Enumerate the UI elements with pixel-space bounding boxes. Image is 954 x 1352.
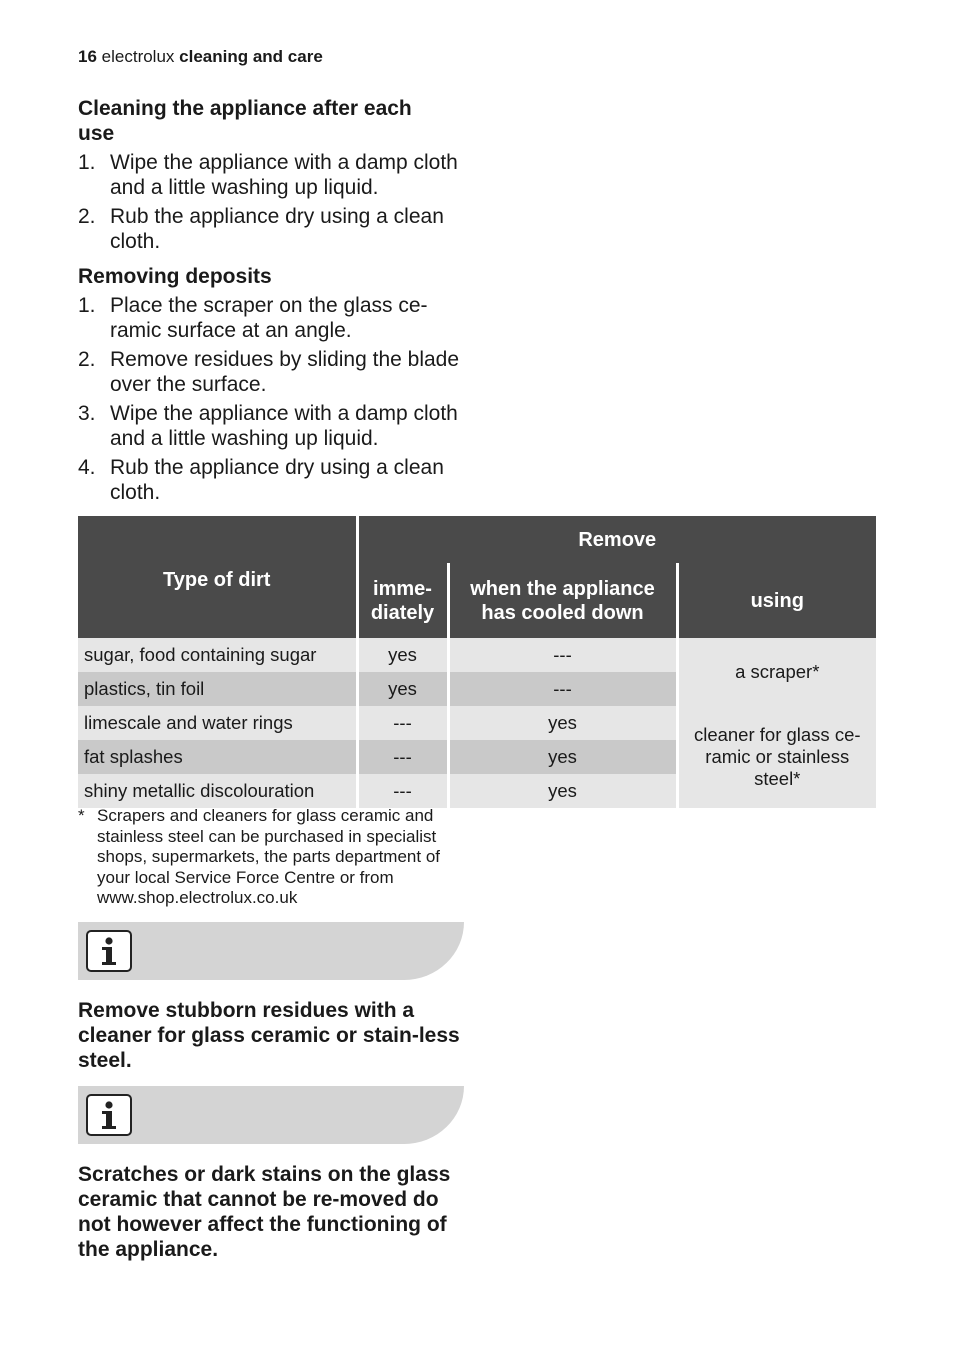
header-using: using: [677, 563, 876, 638]
page-header: [78, 46, 323, 68]
step-text: Place the scraper on the glass ce-ramic surface at an angle.: [110, 294, 428, 342]
brand-name: electrolux: [101, 47, 175, 66]
cell-type: limescale and water rings: [78, 706, 357, 740]
step-number: 4.: [78, 456, 96, 479]
cell-immediately: ---: [357, 774, 448, 808]
step-number: 2.: [78, 205, 96, 228]
step-number: 1.: [78, 294, 96, 317]
cell-type: shiny metallic discolouration: [78, 774, 357, 808]
list-item: [78, 293, 468, 343]
header-remove: Remove: [357, 516, 876, 563]
page-number: 16: [78, 47, 97, 66]
info-box: [78, 1086, 464, 1144]
step-text: Wipe the appliance with a damp cloth and a little washing up liquid.: [110, 402, 458, 450]
list-item: [78, 204, 468, 254]
footnote-marker: *: [78, 806, 85, 825]
cell-using-cleaner: cleaner for glass ce-ramic or stainless steel*: [677, 706, 876, 808]
info-icon: [86, 1094, 132, 1136]
note-stubborn-residues: Remove stubborn residues with a cleaner for glass ceramic or stain-less steel.: [78, 999, 460, 1072]
cell-immediately: yes: [357, 638, 448, 672]
cell-immediately: yes: [357, 672, 448, 706]
footnote-text: Scrapers and cleaners for glass ceramic and stainless steel can be purchased in specialist shops, supermarkets, the parts department of your local Service Force Centre or from www.shop.electrolux.co.uk: [97, 806, 441, 907]
deposits-steps: [78, 293, 468, 505]
table-row: [78, 706, 876, 740]
cell-cooled: ---: [448, 638, 677, 672]
cell-immediately: ---: [357, 706, 448, 740]
list-item: [78, 150, 468, 200]
info-box: [78, 922, 464, 980]
cell-cooled: yes: [448, 740, 677, 774]
cell-type: fat splashes: [78, 740, 357, 774]
step-number: 1.: [78, 151, 96, 174]
deposits-section: [78, 264, 468, 509]
list-item: [78, 401, 468, 451]
step-text: Rub the appliance dry using a clean cloth.: [110, 456, 444, 504]
deposits-title: Removing deposits: [78, 265, 272, 288]
section-title: cleaning and care: [179, 47, 323, 66]
footnote: [78, 806, 468, 909]
header-type-of-dirt: Type of dirt: [78, 516, 357, 638]
cell-immediately: ---: [357, 740, 448, 774]
after-use-title: Cleaning the appliance after each use: [78, 97, 412, 145]
step-text: Wipe the appliance with a damp cloth and a little washing up liquid.: [110, 151, 458, 199]
step-text: Rub the appliance dry using a clean cloth.: [110, 205, 444, 253]
cell-cooled: yes: [448, 774, 677, 808]
cell-using-scraper: a scraper*: [677, 638, 876, 706]
note-scratches: Scratches or dark stains on the glass ceramic that cannot be re-moved do not however affect the functioning of the appliance.: [78, 1163, 451, 1261]
dirt-removal-table: [78, 516, 876, 808]
list-item: [78, 347, 468, 397]
cell-cooled: ---: [448, 672, 677, 706]
after-use-steps: [78, 150, 468, 254]
info-icon: [86, 930, 132, 972]
list-item: [78, 455, 468, 505]
cell-type: sugar, food containing sugar: [78, 638, 357, 672]
header-when-cooled: when the appliance has cooled down: [448, 563, 677, 638]
step-number: 2.: [78, 348, 96, 371]
cell-cooled: yes: [448, 706, 677, 740]
step-number: 3.: [78, 402, 96, 425]
after-use-section: [78, 96, 468, 258]
step-text: Remove residues by sliding the blade over the surface.: [110, 348, 460, 396]
header-immediately: imme-diately: [357, 563, 448, 638]
cell-type: plastics, tin foil: [78, 672, 357, 706]
table-row: [78, 638, 876, 672]
